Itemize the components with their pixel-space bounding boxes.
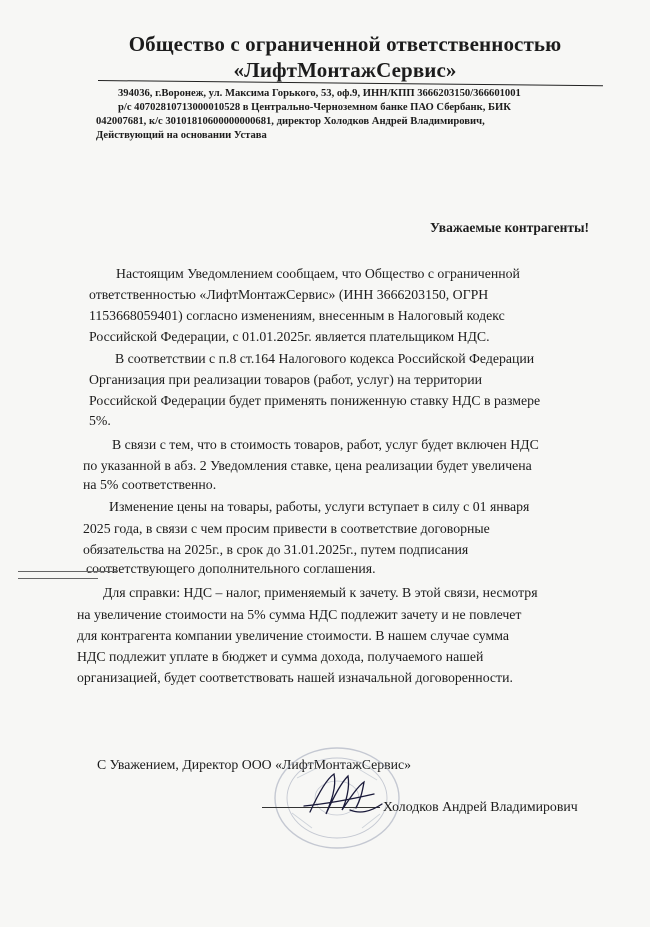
company-title-line2: «ЛифтМонтажСервис» xyxy=(233,58,457,82)
requisites-line: 394036, г.Воронеж, ул. Максима Горького, 53, оф.9, ИНН/КПП 3666203150/366601001 xyxy=(118,88,521,99)
margin-mark xyxy=(18,578,98,579)
company-title-line1: Общество с ограниченной ответственностью xyxy=(128,32,562,56)
body-line: 1153668059401) согласно изменениям, внесенным в Налоговый кодекс xyxy=(89,308,505,323)
body-line: 2025 года, в связи с чем просим привести в соответствие договорные xyxy=(83,521,490,536)
body-line: Настоящим Уведомлением сообщаем, что Общество с ограниченной xyxy=(116,266,520,281)
requisites-line: Действующий на основании Устава xyxy=(96,130,267,141)
body-line: Организация при реализации товаров (работ, услуг) на территории xyxy=(89,372,482,387)
body-line: 5%. xyxy=(89,413,111,428)
body-line: для контрагента компании увеличение стоимости. В нашем случае сумма xyxy=(77,628,510,643)
body-line: организацией, будет соответствовать нашей изначальной договоренности. xyxy=(77,670,513,685)
closing-line: С Уважением, Директор ООО «ЛифтМонтажСервис» xyxy=(97,757,412,772)
body-line: соответствующего дополнительного соглашения. xyxy=(86,561,376,576)
body-line: Изменение цены на товары, работы, услуги вступает в силу с 01 января xyxy=(109,499,530,514)
body-line: Для справки: НДС – налог, применяемый к зачету. В этой связи, несмотря xyxy=(103,585,538,600)
body-line: на увеличение стоимости на 5% сумма НДС подлежит зачету и не повлечет xyxy=(77,607,522,622)
signatory-name: Холодков Андрей Владимирович xyxy=(383,799,578,814)
requisites-line: р/с 40702810713000010528 в Центрально-Черноземном банке ПАО Сбербанк, БИК xyxy=(118,102,511,113)
body-line: Российской Федерации, с 01.01.2025г. является плательщиком НДС. xyxy=(89,329,490,344)
body-line: Российской Федерации будет применять пониженную ставку НДС в размере xyxy=(89,393,541,408)
body-line: ответственностью «ЛифтМонтажСервис» (ИНН 3666203150, ОГРН xyxy=(89,287,489,302)
body-line: НДС подлежит уплате в бюджет и сумма дохода, получаемого нашей xyxy=(77,649,484,664)
requisites-line: 042007681, к/с 30101810600000000681, директор Холодков Андрей Владимирович, xyxy=(96,116,485,127)
body-line: обязательства на 2025г., в срок до 31.01.2025г., путем подписания xyxy=(83,542,469,557)
body-line: по указанной в абз. 2 Уведомления ставке, цена реализации будет увеличена xyxy=(83,458,532,473)
body-line: В соответствии с п.8 ст.164 Налогового кодекса Российской Федерации xyxy=(115,351,535,366)
body-line: на 5% соответственно. xyxy=(83,477,217,492)
body-line: В связи с тем, что в стоимость товаров, работ, услуг будет включен НДС xyxy=(112,437,539,452)
margin-mark xyxy=(18,571,118,572)
greeting: Уважаемые контрагенты! xyxy=(430,220,590,235)
director-signature xyxy=(290,760,410,830)
